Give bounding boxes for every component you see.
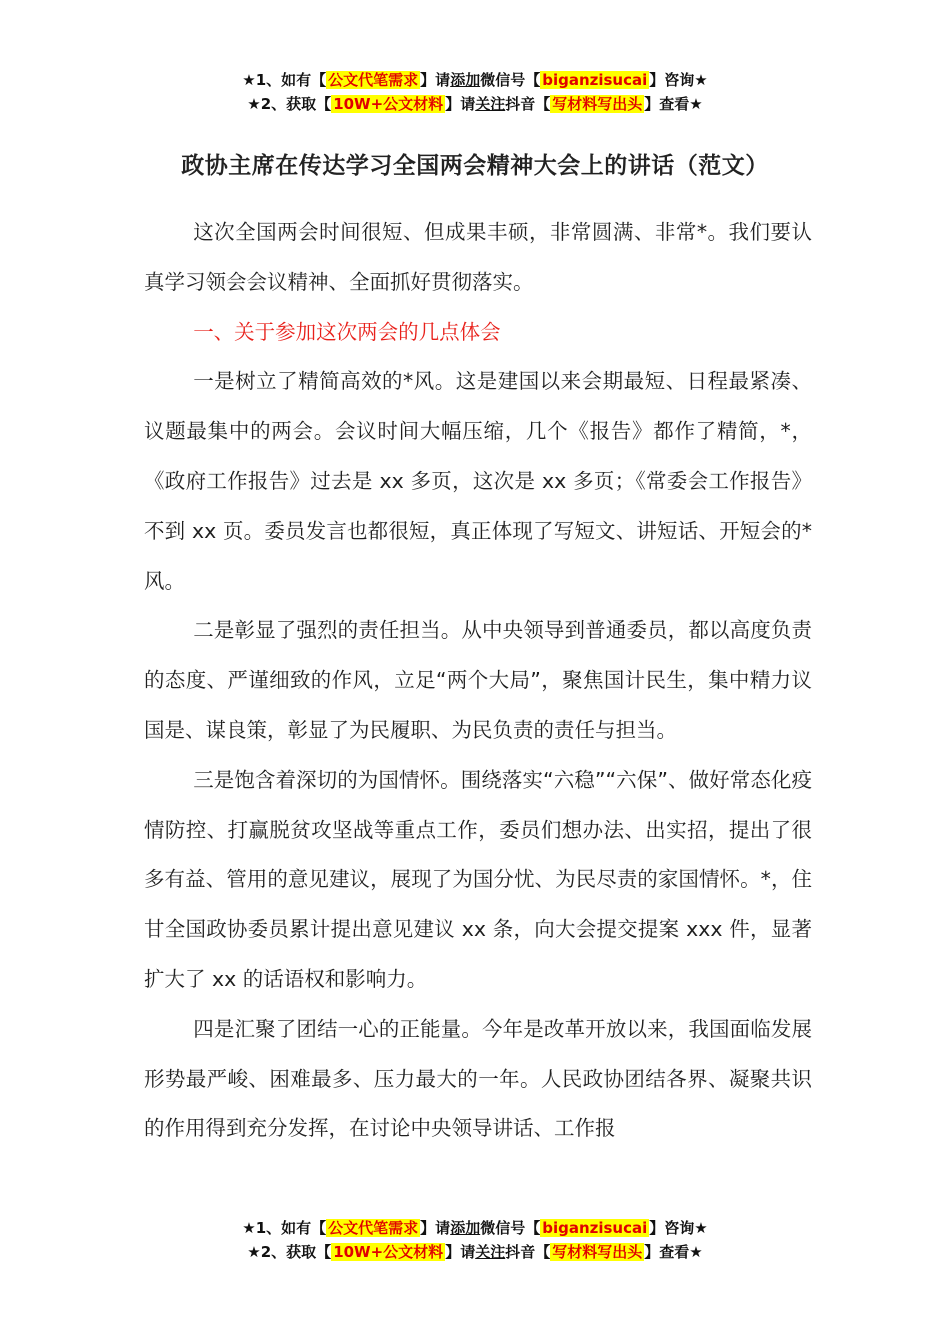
highlight-service: 公文代笔需求 <box>328 71 419 89</box>
footer-banner <box>0 1216 950 1264</box>
paragraph-intro: 这次全国两会时间很短、但成果丰硕，非常圆满、非常*。我们要认真学习领会会议精神、全面抓好贯彻落实。 <box>144 220 812 294</box>
section-heading: 一、关于参加这次两会的几点体会 <box>193 319 501 344</box>
paragraph-point-4: 四是汇聚了团结一心的正能量。今年是改革开放以来，我国面临发展形势最严峻、困难最多、压力最大的一年。人民政协团结各界、凝聚共识的作用得到充分发挥，在讨论中央领导讲话、工作报 <box>144 1016 812 1141</box>
banner-line-2: ★2、获取【 10W+公文材料 】请关注抖音【 写材料写出头 】查看★ <box>247 95 703 113</box>
paragraph-point-3: 三是饱含着深切的为国情怀。围绕落实“六稳”“六保”、做好常态化疫情防控、打赢脱贫攻坚战等重点工作，委员们想办法、出实招，提出了很多有益、管用的意见建议，展现了为国分忧、为民尽责的家国情怀。*，住甘全国政协委员累计提出意见建议 xx 条，向大会提交提案 xxx 件，显著扩大了 xx 的话语权和影响力。 <box>144 767 812 991</box>
highlight-service: 公文代笔需求 <box>328 1219 419 1237</box>
paragraph-point-1: 一是树立了精简高效的*风。这是建国以来会期最短、日程最紧凑、议题最集中的两会。会议时间大幅压缩，几个《报告》都作了精简，*，《政府工作报告》过去是 xx 多页，这次是 xx 多页；《常委会工作报告》不到 xx 页。委员发言也都很短，真正体现了写短文、讲短话、开短会的*风。 <box>144 369 812 593</box>
highlight-wechat-id: biganzisucai <box>542 71 648 89</box>
highlight-materials: 10W+公文材料 <box>333 1243 444 1261</box>
document-body <box>144 208 812 1154</box>
paragraph-point-2: 二是彰显了强烈的责任担当。从中央领导到普通委员，都以高度负责的态度、严谨细致的作风，立足“两个大局”，聚焦国计民生，集中精力议国是、谋良策，彰显了为民履职、为民负责的责任与担当。 <box>144 618 812 742</box>
highlight-wechat-id: biganzisucai <box>542 1219 648 1237</box>
document-title: 政协主席在传达学习全国两会精神大会上的讲话（范文） <box>181 153 769 179</box>
header-banner <box>0 68 950 116</box>
banner-line-1: ★1、如有【 公文代笔需求 】请添加微信号【 biganzisucai 】咨询★ <box>242 1219 708 1237</box>
highlight-douyin-account: 写材料写出头 <box>552 95 643 113</box>
banner-line-1: ★1、如有【 公文代笔需求 】请添加微信号【 biganzisucai 】咨询★ <box>242 71 708 89</box>
banner-line-2: ★2、获取【 10W+公文材料 】请关注抖音【 写材料写出头 】查看★ <box>247 1243 703 1261</box>
highlight-douyin-account: 写材料写出头 <box>552 1243 643 1261</box>
highlight-materials: 10W+公文材料 <box>333 95 444 113</box>
